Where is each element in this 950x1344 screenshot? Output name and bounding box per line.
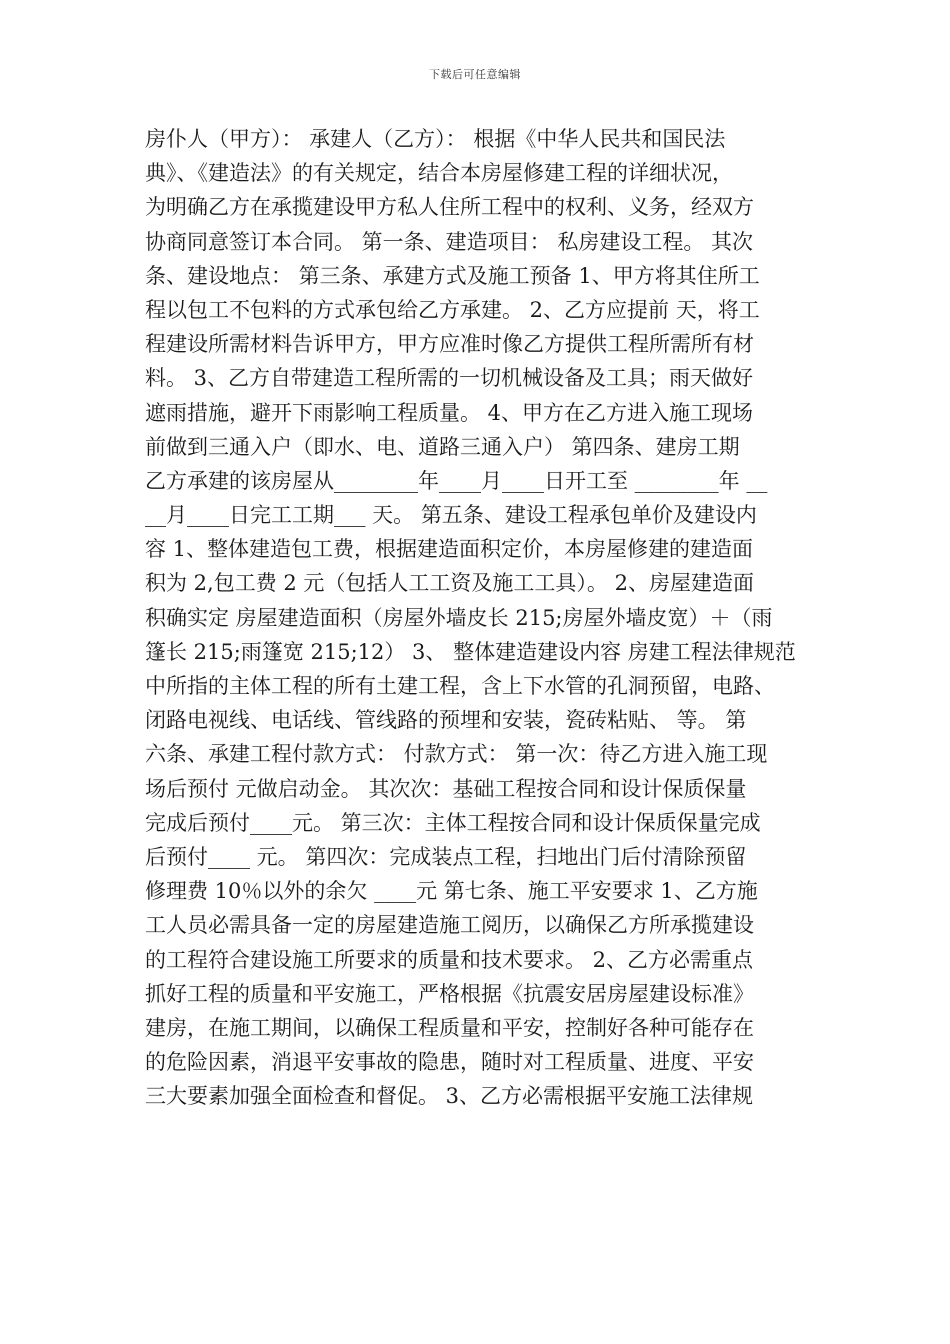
- body-line: 三大要素加强全面检查和督促。 3、乙方必需根据平安施工法律规: [145, 1084, 754, 1109]
- body-line: 完成后预付____元。 第三次：主体工程按合同和设计保质保量完成: [145, 810, 761, 835]
- body-line: 工人员必需具备一定的房屋建造施工阅历，以确保乙方所承揽建设: [145, 913, 754, 938]
- body-line: 程建设所需材料告诉甲方，甲方应准时像乙方提供工程所需所有材: [145, 332, 754, 357]
- body-line: 料。 3、乙方自带建造工程所需的一切机械设备及工具；雨天做好: [145, 366, 754, 391]
- body-line: 积确实定 房屋建造面积（房屋外墙皮长 215;房屋外墙皮宽）＋（雨: [145, 605, 773, 630]
- body-line: 建房，在施工期间，以确保工程质量和平安，控制好各种可能存在: [145, 1015, 754, 1040]
- body-line: 协商同意签订本合同。 第一条、建造项目： 私房建设工程。 其次: [145, 229, 754, 254]
- body-line: 的工程符合建设施工所要求的质量和技术要求。 2、乙方必需重点: [145, 947, 754, 972]
- page-header: 下载后可任意编辑: [429, 68, 521, 81]
- body-line: 修理费 10％以外的余欠 ____元 第七条、施工平安要求 1、乙方施: [145, 879, 758, 904]
- body-line: 遮雨措施，避开下雨影响工程质量。 4、甲方在乙方进入施工现场: [145, 400, 754, 425]
- body-line: 中所指的主体工程的所有土建工程，含上下水管的孔洞预留，电路、: [145, 674, 775, 698]
- body-line: 程以包工不包料的方式承包给乙方承建。 2、乙方应提前 天，将工: [145, 297, 760, 322]
- body-line: 条、建设地点： 第三条、承建方式及施工预备 1、甲方将其住所工: [145, 263, 760, 288]
- body-line: 场后预付 元做启动金。 其次次：基础工程按合同和设计保质保量: [145, 776, 747, 801]
- body-line: 积为 2,包工费 2 元（包括人工工资及施工工具）。 2、房屋建造面: [145, 571, 754, 596]
- body-line: 房仆人（甲方）： 承建人（乙方）： 根据《中华人民共和国民法: [145, 127, 726, 151]
- body-line: 六条、承建工程付款方式： 付款方式： 第一次：待乙方进入施工现: [145, 742, 768, 767]
- contract-body: [145, 122, 810, 1113]
- body-line: 乙方承建的该房屋从________年____月____日开工至 ________年 __: [145, 468, 768, 493]
- body-line: 篷长 215;雨篷宽 215;12） 3、 整体建造建设内容 房建工程法律规范: [145, 639, 796, 664]
- body-line: 的危险因素，消退平安事故的隐患，随时对工程质量、进度、平安: [145, 1050, 754, 1075]
- body-line: __月____日完工工期___ 天。 第五条、建设工程承包单价及建设内: [145, 503, 757, 528]
- body-line: 为明确乙方在承揽建设甲方私人住所工程中的权利、义务，经双方: [145, 195, 754, 220]
- body-line: 抓好工程的质量和平安施工，严格根据《抗震安居房屋建设标准》: [145, 981, 754, 1006]
- body-line: 典》、《建造法》的有关规定，结合本房屋修建工程的详细状况，: [145, 161, 733, 186]
- body-line: 容 1、整体建造包工费，根据建造面积定价，本房屋修建的建造面: [145, 537, 754, 562]
- body-line: 后预付____ 元。 第四次：完成装点工程，扫地出门后付清除预留: [145, 844, 747, 869]
- body-line: 前做到三通入户（即水、电、道路三通入户） 第四条、建房工期: [145, 434, 740, 459]
- body-line: 闭路电视线、电话线、管线路的预埋和安装，瓷砖粘贴、 等。 第: [145, 708, 747, 733]
